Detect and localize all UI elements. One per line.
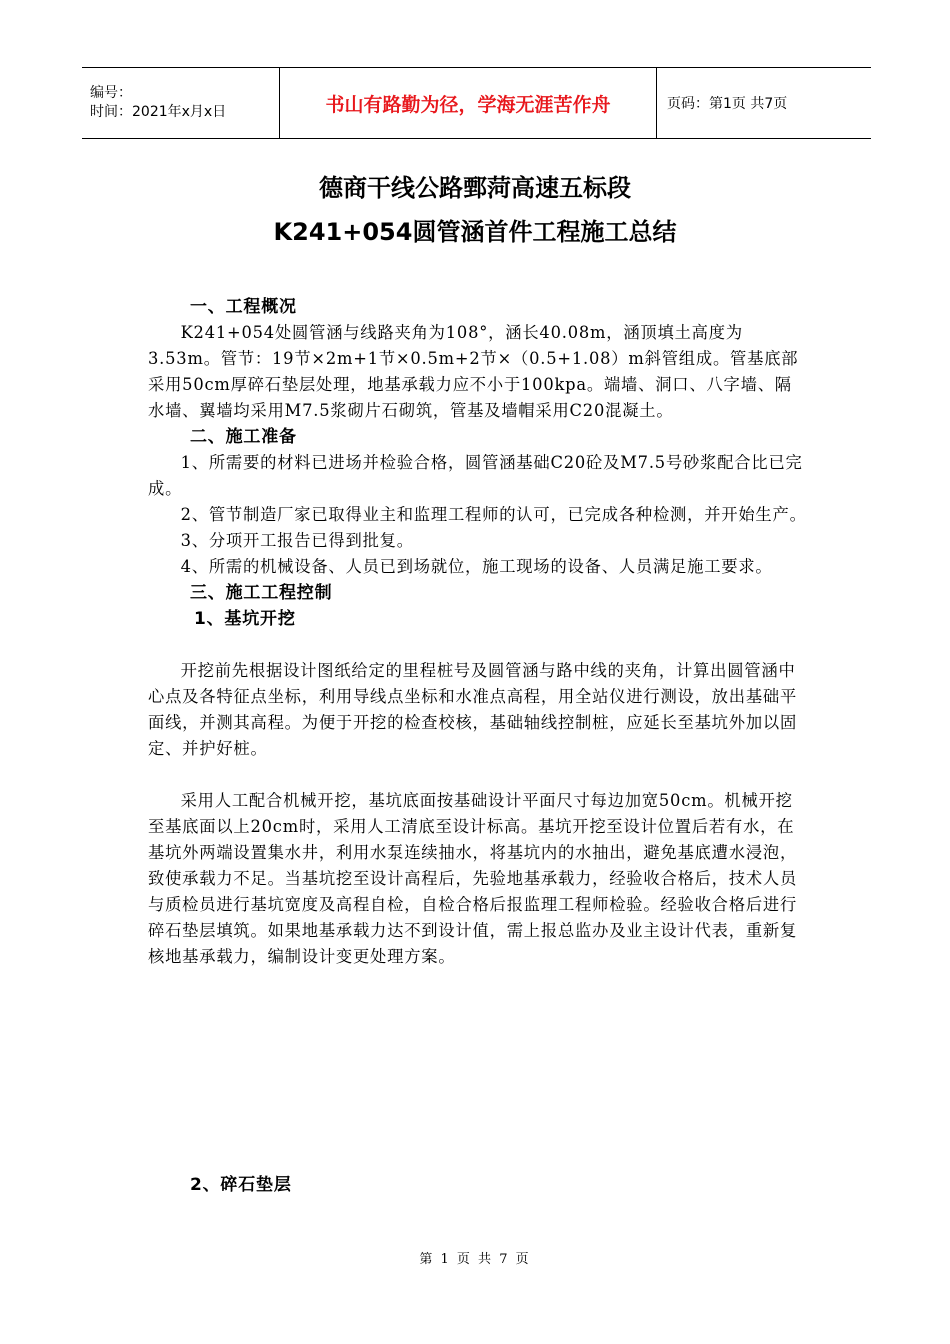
overview-paragraph: K241+054处圆管涵与线路夹角为108°，涵长40.08m，涵顶填土高度为3.53m。管节：19节×2m+1节×0.5m+2节×（0.5+1.08）m斜管组成。管基底部采用50cm厚碎石垫层处理，地基承载力应不小于100kpa。端墙、洞口、八字墙、隔水墙、翼墙均采用M7.5浆砌片石砌筑，管基及墙帽采用C20混凝土。	[148, 323, 799, 420]
document-title-line2: K241+054圆管涵首件工程施工总结	[273, 218, 677, 246]
header-left-cell	[82, 68, 279, 138]
section-heading-overview: 一、工程概况	[190, 297, 297, 317]
document-title-line1: 德商干线公路鄄菏高速五标段	[319, 174, 631, 202]
section-heading-control: 三、施工工程控制	[190, 583, 333, 603]
excavation-paragraph-1: 开挖前先根据设计图纸给定的里程桩号及圆管涵与路中线的夹角，计算出圆管涵中心点及各特征点坐标，利用导线点坐标和水准点高程，用全站仪进行测设，放出基础平面线，并测其高程。为便于开挖的检查校核，基础轴线控制桩，应延长至基坑外加以固定、并护好桩。	[148, 661, 798, 758]
document-body	[148, 294, 808, 970]
header-motto-cell	[279, 68, 657, 138]
page-header	[82, 67, 871, 139]
subsection-heading-gravel-cushion: 2、碎石垫层	[190, 1175, 292, 1195]
preparation-item-2: 2、管节制造厂家已取得业主和监理工程师的认可，已完成各种检测，并开始生产。	[180, 505, 807, 524]
document-date-label: 时间：2021年x月x日	[90, 104, 227, 120]
excavation-paragraph-2: 采用人工配合机械开挖，基坑底面按基础设计平面尺寸每边加宽50cm。机械开挖至基底面以上20cm时，采用人工清底至设计标高。基坑开挖至设计位置后若有水，在基坑外两端设置集水井，利用水泵连续抽水，将基坑内的水抽出，避免基底遭水浸泡，致使承载力不足。当基坑挖至设计高程后，先验地基承载力，经验收合格后，技术人员与质检员进行基坑宽度及高程自检，自检合格后报监理工程师检验。经验收合格后进行碎石垫层填筑。如果地基承载力达不到设计值，需上报总监办及业主设计代表，重新复核地基承载力，编制设计变更处理方案。	[148, 791, 798, 966]
document-number-label: 编号：	[90, 85, 132, 101]
header-page-label: 页码：第1页 共7页	[667, 96, 788, 112]
header-motto: 书山有路勤为径，学海无涯苦作舟	[325, 93, 611, 116]
header-page-cell	[657, 68, 871, 138]
subsection-heading-excavation: 1、基坑开挖	[194, 609, 296, 629]
section-heading-preparation: 二、施工准备	[190, 427, 297, 447]
preparation-item-3: 3、分项开工报告已得到批复。	[180, 531, 414, 550]
page-footer: 第 1 页 共 7 页	[419, 1252, 531, 1267]
preparation-item-1: 1、所需要的材料已进场并检验合格，圆管涵基础C20砼及M7.5号砂浆配合比已完成。	[148, 453, 803, 498]
preparation-item-4: 4、所需的机械设备、人员已到场就位，施工现场的设备、人员满足施工要求。	[180, 557, 773, 576]
document-body-continued	[148, 1172, 808, 1198]
